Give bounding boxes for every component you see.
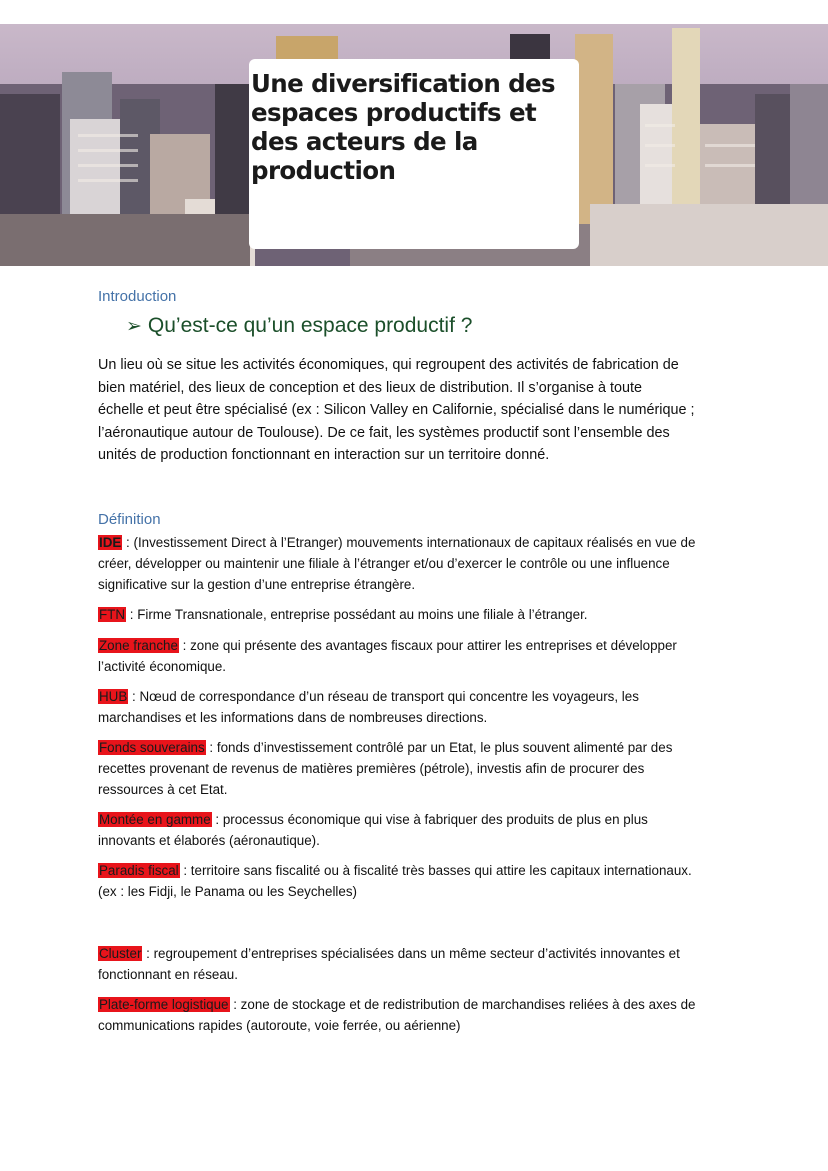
paragraph-line: Un lieu où se situe les activités économiques, qui regroupent des activités de fabrication de [98, 357, 679, 373]
document-title-line: Une diversification des [251, 69, 556, 98]
term-highlight: Cluster [99, 946, 142, 961]
introduction-heading: Introduction [98, 288, 177, 305]
definition-text: : regroupement d’entreprises spécialisées dans un même secteur d’activités innovantes et [142, 946, 680, 961]
definition-item [98, 604, 738, 625]
document-title-line: production [251, 156, 396, 185]
definition-text: : fonds d’investissement contrôlé par un Etat, le plus souvent alimenté par des [205, 740, 673, 755]
definition-text: innovants et élaborés (aéronautique). [98, 833, 320, 848]
intro-question [126, 314, 472, 338]
term-highlight: HUB [99, 689, 128, 704]
definition-item [98, 686, 738, 728]
term-highlight: IDE [99, 535, 122, 550]
definition-text: significative sur la gestion d’une entreprise étrangère. [98, 577, 416, 592]
paragraph-line: échelle et peut être spécialisé (ex : Silicon Valley en Californie, spécialisé dans le numérique ; [98, 402, 695, 419]
definition-text: (ex : les Fidji, le Panama ou les Seychelles) [98, 884, 357, 899]
definition-text: créer, développer ou maintenir une filiale à l’étranger et/ou d’exercer le contrôle ou une influence [98, 556, 670, 571]
definition-item [98, 860, 738, 902]
term-highlight: Paradis fiscal [99, 863, 179, 878]
arrow-bullet-icon: ➢ [126, 315, 142, 337]
definition-item [98, 943, 738, 985]
term-highlight: Montée en gamme [99, 812, 211, 827]
term-highlight: FTN [99, 607, 126, 622]
definition-text: marchandises et les informations dans de nombreuses directions. [98, 710, 488, 725]
definition-text: : (Investissement Direct à l’Etranger) mouvements internationaux de capitaux réalisés en vue de [122, 535, 696, 550]
paragraph-line: unités de production fonctionnant en interaction sur un territoire donné. [98, 447, 550, 464]
definition-text: : territoire sans fiscalité ou à fiscalité très basses qui attire les capitaux internationaux. [179, 863, 692, 878]
paragraph-line: bien matériel, des lieux de conception et des lieux de distribution. Il s’organise à toute [98, 379, 642, 396]
term-highlight: Plate-forme logistique [99, 997, 229, 1012]
definition-text: fonctionnant en réseau. [98, 967, 238, 982]
definition-item [98, 737, 738, 800]
definition-text: : zone de stockage et de redistribution de marchandises reliées à des axes de [229, 997, 696, 1012]
header-banner [0, 24, 828, 266]
definition-text: communications rapides (autoroute, voie ferrée, ou aérienne) [98, 1018, 461, 1033]
definition-text: : Nœud de correspondance d’un réseau de transport qui concentre les voyageurs, les [128, 689, 639, 704]
definition-text: : zone qui présente des avantages fiscaux pour attirer les entreprises et développer [178, 638, 677, 653]
definition-item [98, 635, 738, 677]
definition-text: recettes provenant de revenus de matières premières (pétrole), investis afin de procurer des [98, 761, 645, 776]
question-text: Qu’est-ce qu’un espace productif ? [147, 314, 473, 337]
intro-paragraph [98, 354, 738, 467]
definition-text: : processus économique qui vise à fabriquer des produits de plus en plus [211, 812, 648, 827]
document-title-line: des acteurs de la [251, 127, 478, 156]
definition-heading: Définition [98, 511, 161, 528]
document-title-line: espaces productifs et [251, 98, 537, 127]
definition-text: : Firme Transnationale, entreprise possédant au moins une filiale à l’étranger. [126, 607, 588, 622]
term-highlight: Fonds souverains [99, 740, 205, 755]
definition-item [98, 532, 738, 595]
term-highlight: Zone franche [99, 638, 178, 653]
definition-text: l’activité économique. [98, 659, 227, 674]
definition-item [98, 994, 738, 1036]
definition-item [98, 809, 738, 851]
title-card [249, 59, 579, 249]
definition-text: ressources à cet Etat. [98, 782, 228, 797]
paragraph-line: l’aéronautique autour de Toulouse). De ce fait, les systèmes productif sont l’ensemble des [98, 424, 670, 441]
